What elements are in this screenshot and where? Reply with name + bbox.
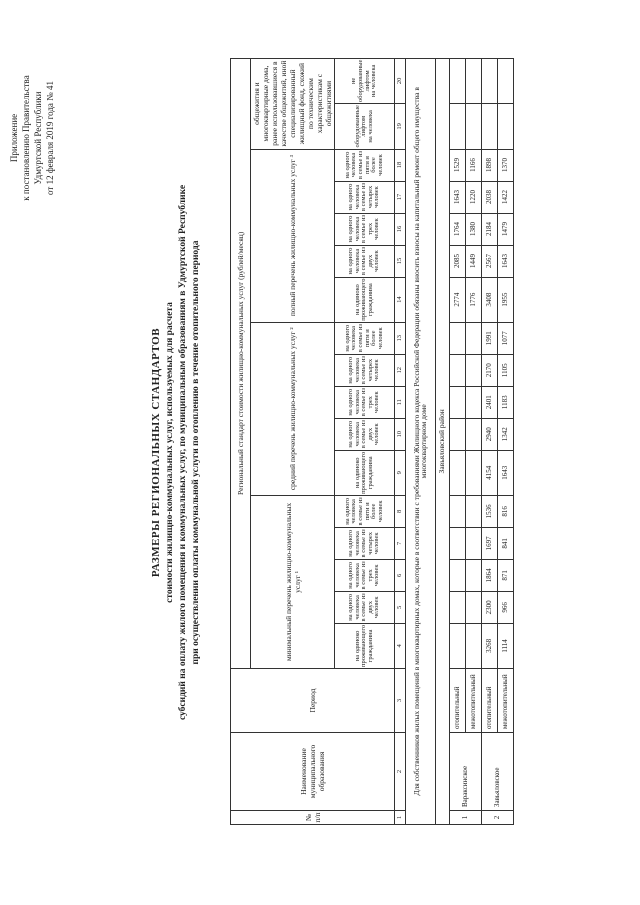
appendix-note <box>8 18 56 258</box>
value-cell-col-19 <box>450 104 466 149</box>
value-cell-col-12: 2170 <box>482 354 498 386</box>
value-cell-col-6 <box>466 559 482 591</box>
period-name: отопительный <box>482 669 498 733</box>
header-group-hostel: общежития и многоквартирные дома, ранее использовавшиеся в качестве общежитий, иной специализированный жилищный фонд, схожий по техническим характеристикам с общежитиями <box>251 58 335 149</box>
row-number: 2 <box>482 811 514 825</box>
hostel-lift-label: оборудованные лифтом <box>353 105 368 148</box>
column-number-13: 13 <box>395 322 406 354</box>
column-number-14: 14 <box>395 277 406 322</box>
row-number: 1 <box>450 811 482 825</box>
subheader-18: на одного человека в семье из пяти и более человек <box>335 149 395 181</box>
standards-table <box>230 58 514 825</box>
value-cell-col-8: 816 <box>498 495 514 527</box>
value-cell-col-20 <box>466 58 482 103</box>
value-cell-col-10: 2940 <box>482 418 498 450</box>
value-cell-col-6: 871 <box>498 559 514 591</box>
column-number-8: 8 <box>395 495 406 527</box>
value-cell-col-7: 1697 <box>482 527 498 559</box>
column-number-15: 15 <box>395 245 406 277</box>
document-title: РАЗМЕРЫ РЕГИОНАЛЬНЫХ СТАНДАРТОВ <box>150 327 162 578</box>
value-cell-col-14: 2774 <box>450 277 466 322</box>
value-cell-col-10 <box>450 418 466 450</box>
subheader-19 <box>335 104 395 149</box>
header-municipality: Наименование муниципального образования <box>231 733 395 811</box>
appendix-line-1: Приложение <box>9 113 19 163</box>
document-subtitle-1: стоимости жилищно-коммунальных услуг, используемых для расчета <box>165 302 175 603</box>
value-cell-col-5 <box>450 591 466 623</box>
appendix-line-3: Удмуртской Республики <box>33 91 43 185</box>
subheader-13: на одного человека в семье из пяти и более человек <box>335 322 395 354</box>
value-cell-col-6: 1864 <box>482 559 498 591</box>
header-group-medium: средний перечень жилищно-коммунальных услуг ² <box>251 322 335 495</box>
subheader-20 <box>335 58 395 103</box>
value-cell-col-8 <box>466 495 482 527</box>
value-cell-col-7: 841 <box>498 527 514 559</box>
column-number-17: 17 <box>395 181 406 213</box>
value-cell-col-20 <box>482 58 498 103</box>
header-regional-standard: Региональный стандарт стоимости жилищно-коммунальных услуг (рублей/месяц) <box>231 58 251 668</box>
subheader-17: на одного человека в семье из четырех человек <box>335 181 395 213</box>
header-group-full: полный перечень жилищно-коммунальных услуг ³ <box>251 149 335 322</box>
subheader-16: на одного человека в семье из трех человек <box>335 213 395 245</box>
column-number-2: 2 <box>395 733 406 811</box>
column-number-11: 11 <box>395 386 406 418</box>
header-period: Период <box>231 669 395 733</box>
value-cell-col-15: 2085 <box>450 245 466 277</box>
subheader-8: на одного человека в семье из пяти и более человек <box>335 495 395 527</box>
subheader-5: на одного человека в семье из двух человек <box>335 591 395 623</box>
value-cell-col-8 <box>450 495 466 527</box>
period-name: межотопительный <box>466 669 482 733</box>
table-row <box>498 58 514 824</box>
value-cell-col-4 <box>450 623 466 668</box>
subheader-7: на одного человека в семье из четырех человек <box>335 527 395 559</box>
appendix-line-4: от 12 февраля 2019 года № 41 <box>45 81 55 195</box>
value-cell-col-10 <box>466 418 482 450</box>
value-cell-col-7 <box>466 527 482 559</box>
municipality-name: Завьяловское <box>482 733 514 811</box>
column-number-20: 20 <box>395 58 406 103</box>
subheader-15: на одного человека в семье из двух человек <box>335 245 395 277</box>
value-cell-col-5 <box>466 591 482 623</box>
value-cell-col-4: 1114 <box>498 623 514 668</box>
period-name: межотопительный <box>498 669 514 733</box>
value-cell-col-15: 1643 <box>498 245 514 277</box>
hostel-unit-label-2: на человека <box>370 64 378 98</box>
column-number-19: 19 <box>395 104 406 149</box>
hostel-unit-label-1: на человека <box>366 110 374 143</box>
value-cell-col-11: 2401 <box>482 386 498 418</box>
table-row <box>466 58 482 824</box>
hostel-nolift-label: не оборудованные лифтом <box>350 59 371 103</box>
value-cell-col-19 <box>482 104 498 149</box>
column-number-18: 18 <box>395 149 406 181</box>
column-number-1: 1 <box>395 811 406 825</box>
capital-repair-note: Для собственников жилых помещений в многоквартирных домах, которые в соответствии с требованиями Жилищного кодекса Российской Федерации обязаны вносить взносы на капитальный ремонт общего имущества в многоквартирном доме <box>406 58 436 824</box>
value-cell-col-5: 2300 <box>482 591 498 623</box>
appendix-line-2: к постановлению Правительства <box>21 75 31 201</box>
value-cell-col-18: 1370 <box>498 149 514 181</box>
header-number: № п/п <box>231 811 395 825</box>
header-group-minimal: минимальный перечень жилищно-коммунальных услуг ¹ <box>251 495 335 668</box>
value-cell-col-9 <box>450 450 466 495</box>
value-cell-col-19 <box>466 104 482 149</box>
value-cell-col-19 <box>498 104 514 149</box>
document-subtitle-3: при осуществлении оплаты коммунальной услуги по отоплению в течение отопительного периода <box>191 240 201 665</box>
value-cell-col-9 <box>466 450 482 495</box>
column-number-10: 10 <box>395 418 406 450</box>
value-cell-col-18: 1529 <box>450 149 466 181</box>
district-heading: Завьяловский район <box>436 58 450 824</box>
table-row <box>450 58 466 824</box>
value-cell-col-4: 3268 <box>482 623 498 668</box>
value-cell-col-11 <box>450 386 466 418</box>
municipality-name: Вараксинское <box>450 733 482 811</box>
value-cell-col-8: 1536 <box>482 495 498 527</box>
column-number-12: 12 <box>395 354 406 386</box>
value-cell-col-5: 966 <box>498 591 514 623</box>
value-cell-col-17: 2038 <box>482 181 498 213</box>
value-cell-col-7 <box>450 527 466 559</box>
value-cell-col-6 <box>450 559 466 591</box>
subheader-14: на одиноко проживающего гражданина <box>335 277 395 322</box>
subheader-10: на одного человека в семье из двух человек <box>335 418 395 450</box>
value-cell-col-12: 1105 <box>498 354 514 386</box>
value-cell-col-13: 1991 <box>482 322 498 354</box>
subheader-12: на одного человека в семье из четырех человек <box>335 354 395 386</box>
value-cell-col-16: 1380 <box>466 213 482 245</box>
value-cell-col-17: 1422 <box>498 181 514 213</box>
value-cell-col-16: 1764 <box>450 213 466 245</box>
column-number-9: 9 <box>395 450 406 495</box>
value-cell-col-14: 3408 <box>482 277 498 322</box>
value-cell-col-13 <box>466 322 482 354</box>
value-cell-col-10: 1342 <box>498 418 514 450</box>
document-subtitle-2: субсидий на оплату жилого помещения и коммунальных услуг, по муниципальным образованиям в Удмуртской Республике <box>178 184 188 721</box>
value-cell-col-15: 2567 <box>482 245 498 277</box>
table-row <box>482 58 498 824</box>
value-cell-col-14: 1955 <box>498 277 514 322</box>
value-cell-col-14: 1776 <box>466 277 482 322</box>
value-cell-col-20 <box>450 58 466 103</box>
value-cell-col-15: 1449 <box>466 245 482 277</box>
column-number-4: 4 <box>395 623 406 668</box>
value-cell-col-12 <box>450 354 466 386</box>
value-cell-col-18: 1898 <box>482 149 498 181</box>
value-cell-col-9: 1643 <box>498 450 514 495</box>
value-cell-col-17: 1220 <box>466 181 482 213</box>
column-number-5: 5 <box>395 591 406 623</box>
value-cell-col-16: 1479 <box>498 213 514 245</box>
subheader-11: на одного человека в семье из трех человек <box>335 386 395 418</box>
subheader-4: на одиноко проживающего гражданина <box>335 623 395 668</box>
column-number-6: 6 <box>395 559 406 591</box>
column-number-3: 3 <box>395 669 406 733</box>
value-cell-col-4 <box>466 623 482 668</box>
value-cell-col-13 <box>450 322 466 354</box>
value-cell-col-17: 1643 <box>450 181 466 213</box>
value-cell-col-13: 1077 <box>498 322 514 354</box>
value-cell-col-12 <box>466 354 482 386</box>
value-cell-col-11: 1183 <box>498 386 514 418</box>
subheader-6: на одного человека в семье из трех человек <box>335 559 395 591</box>
period-name: отопительный <box>450 669 466 733</box>
subheader-9: на одиноко проживающего гражданина <box>335 450 395 495</box>
column-number-7: 7 <box>395 527 406 559</box>
value-cell-col-11 <box>466 386 482 418</box>
value-cell-col-18: 1166 <box>466 149 482 181</box>
value-cell-col-9: 4154 <box>482 450 498 495</box>
column-number-16: 16 <box>395 213 406 245</box>
value-cell-col-20 <box>498 58 514 103</box>
value-cell-col-16: 2184 <box>482 213 498 245</box>
